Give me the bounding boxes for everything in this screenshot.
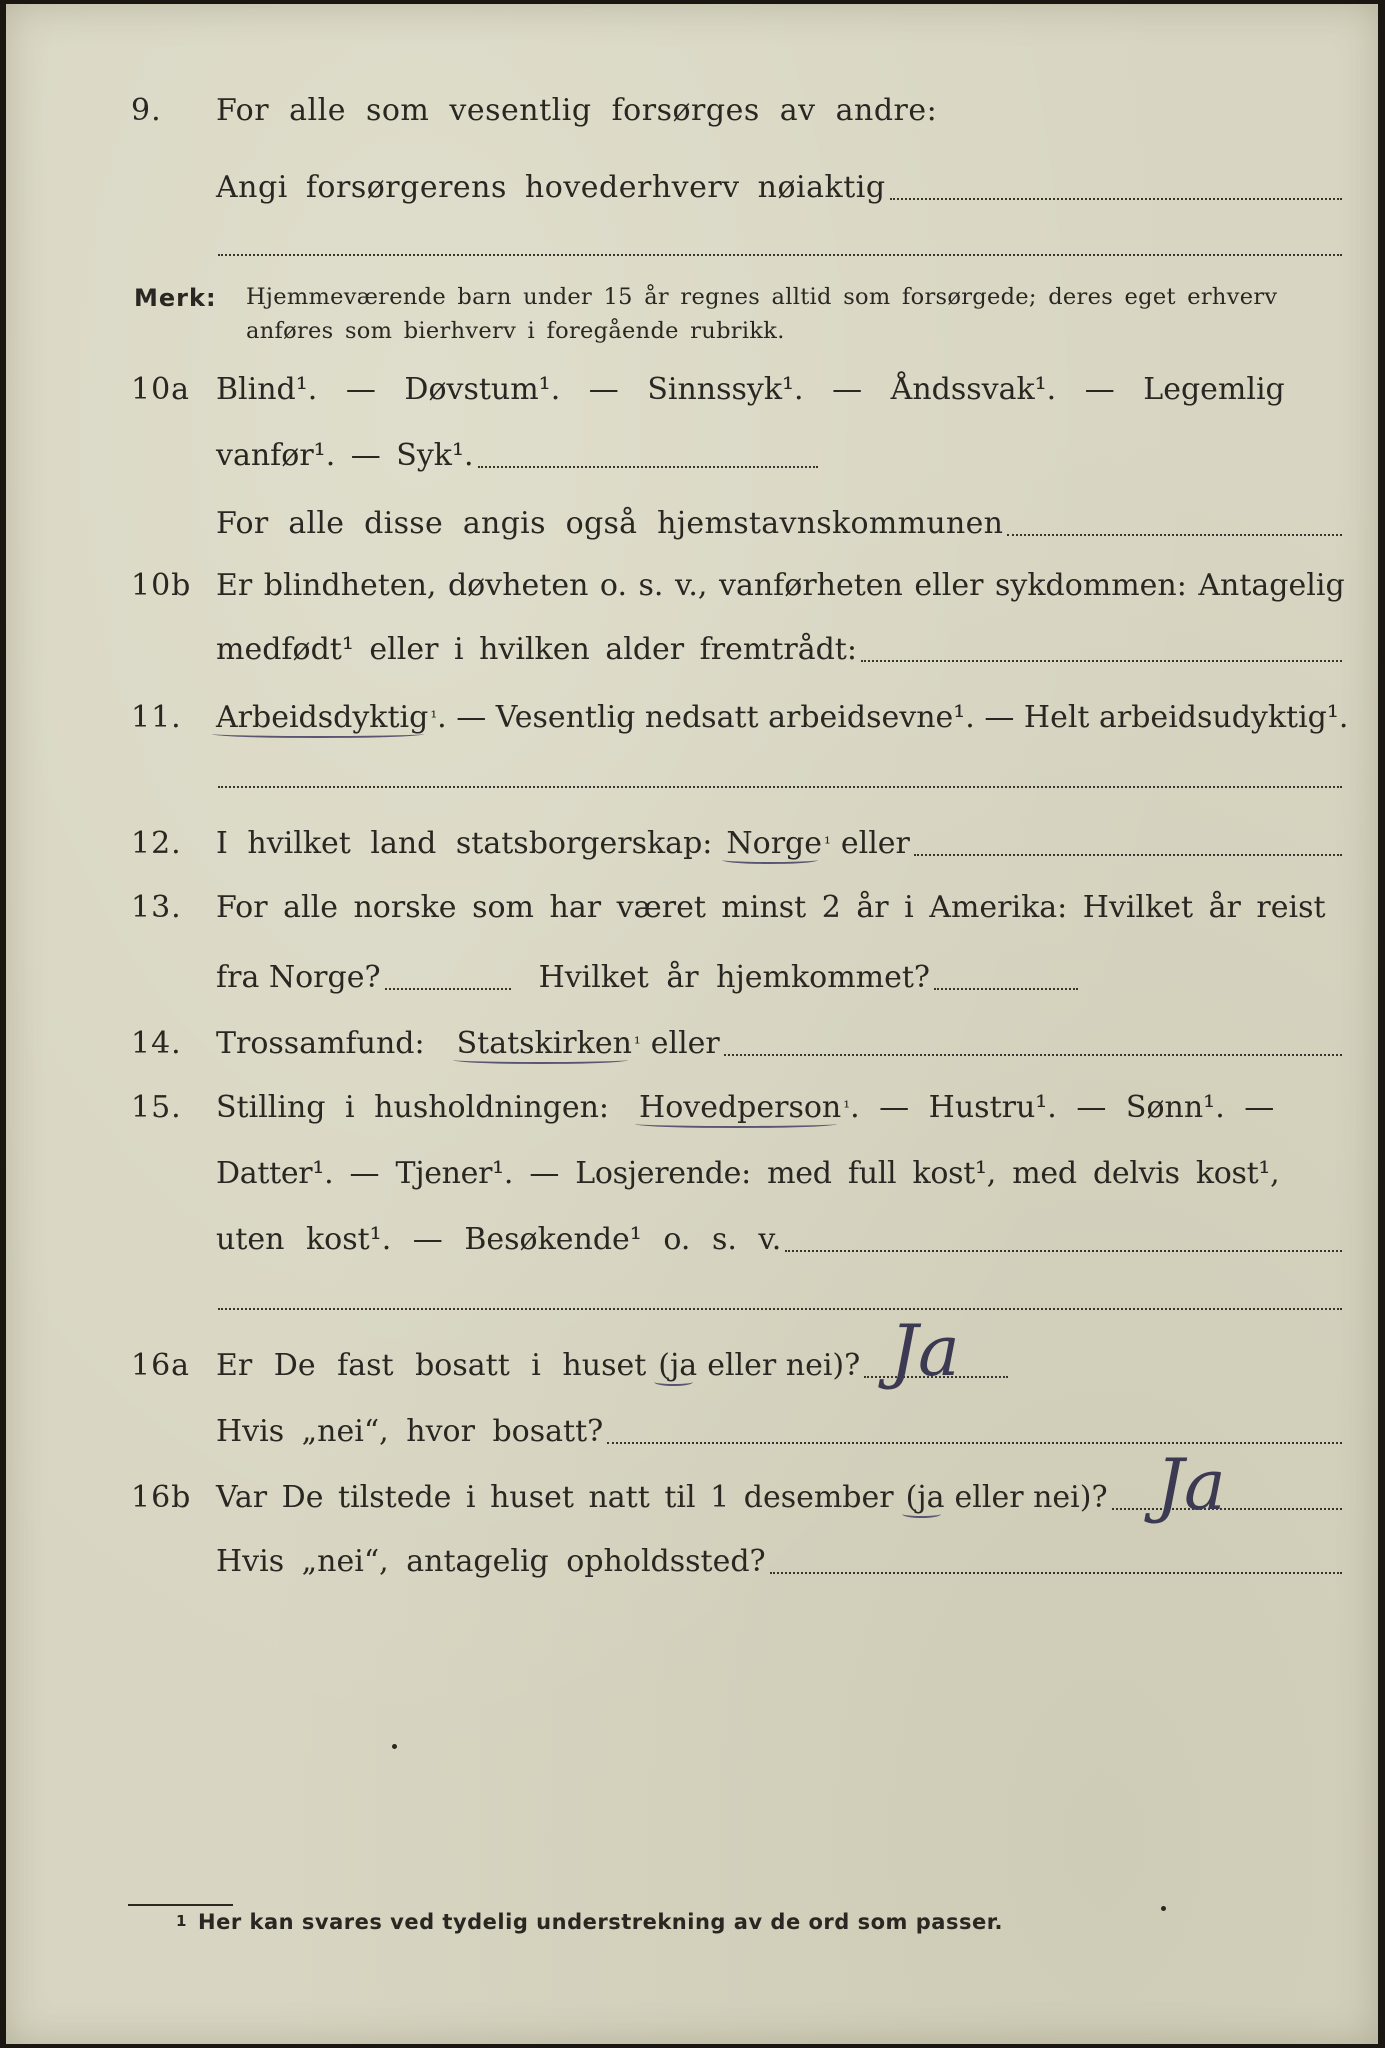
q14-text-pre: Trossamfund: bbox=[216, 1026, 425, 1061]
q11-sup: ¹ bbox=[430, 708, 438, 728]
q14-number: 14. bbox=[131, 1026, 182, 1061]
q15-text-rest1: . — Hustru¹. — Sønn¹. — bbox=[850, 1090, 1275, 1125]
q10a-syk-field[interactable] bbox=[478, 466, 818, 468]
q9-answer-field[interactable] bbox=[890, 198, 1342, 200]
q9-text-2: Angi forsørgerens hovederhverv nøiaktig bbox=[216, 170, 886, 205]
footnote-rule bbox=[128, 1904, 233, 1906]
q16b-number: 16b bbox=[131, 1480, 192, 1515]
q16a-row-1 bbox=[6, 1344, 1378, 1388]
q10b-text-2: medfødt¹ eller i hvilken alder fremtrådt: bbox=[216, 632, 857, 667]
ink-speck bbox=[392, 1744, 397, 1749]
census-form-page bbox=[6, 4, 1378, 2044]
q16b-opholdssted-field[interactable] bbox=[770, 1572, 1342, 1574]
q16a-handwritten-answer: Ja bbox=[890, 1310, 960, 1392]
q16b-text-2: Hvis „nei“, antagelig opholdssted? bbox=[216, 1544, 766, 1579]
q13-number: 13. bbox=[131, 890, 182, 925]
q16b-row-2 bbox=[6, 1540, 1378, 1584]
q10a-hjemstavn-field[interactable] bbox=[1007, 534, 1342, 536]
q12-text-post: eller bbox=[840, 826, 910, 861]
q12-number: 12. bbox=[131, 826, 182, 861]
footnote-text: Her kan svares ved tydelig understrekning av de ord som passer. bbox=[198, 1910, 1004, 1934]
q15-number: 15. bbox=[131, 1090, 182, 1125]
q16a-bosatt-field[interactable] bbox=[607, 1442, 1342, 1444]
q10b-alder-field[interactable] bbox=[861, 660, 1342, 662]
q11-text-rest: . — Vesentlig nedsatt arbeidsevne¹. — Helt arbeidsudyktig¹. bbox=[437, 700, 1349, 735]
q15-text-2: Datter¹. — Tjener¹. — Losjerende: med full kost¹, med delvis kost¹, bbox=[216, 1156, 1280, 1191]
q13-row-1 bbox=[6, 886, 1378, 930]
q15-row-1 bbox=[6, 1086, 1378, 1130]
ink-speck bbox=[1161, 1906, 1166, 1911]
q13-text-2b: Hvilket år hjemkommet? bbox=[538, 960, 931, 995]
q12-row bbox=[6, 822, 1378, 866]
q10a-row-2 bbox=[6, 434, 1378, 478]
q11-option-arbeidsdyktig[interactable]: Arbeidsdyktig bbox=[216, 696, 428, 740]
q11-answer-line[interactable] bbox=[218, 786, 1342, 788]
q10a-row-1 bbox=[6, 368, 1378, 412]
q13-hjemkommet-field[interactable] bbox=[934, 988, 1078, 990]
q10b-row-2 bbox=[6, 628, 1378, 672]
q9-number: 9. bbox=[131, 93, 162, 128]
q16b-answer-field[interactable] bbox=[1112, 1508, 1342, 1510]
q9-row-1 bbox=[6, 89, 1378, 133]
q16a-text-2: Hvis „nei“, hvor bosatt? bbox=[216, 1414, 604, 1449]
q14-sup: ¹ bbox=[633, 1034, 641, 1054]
merk-text-1: Hjemmeværende barn under 15 år regnes alltid som forsørgede; deres eget erhverv bbox=[246, 284, 1278, 310]
q10b-text-1: Er blindheten, døvheten o. s. v., vanførheten eller sykdommen: Antagelig bbox=[216, 568, 1345, 603]
q12-text-pre: I hvilket land statsborgerskap: bbox=[216, 826, 713, 861]
q12-sup: ¹ bbox=[824, 834, 831, 854]
q9-text-1: For alle som vesentlig forsørges av andre: bbox=[216, 93, 938, 128]
q16a-option-ja[interactable]: (ja bbox=[658, 1344, 697, 1388]
q16b-handwritten-answer: Ja bbox=[1156, 1444, 1226, 1526]
q16b-text-post: eller nei)? bbox=[954, 1480, 1108, 1515]
merk-text-2: anføres som bierhverv i foregående rubrikk. bbox=[246, 318, 785, 344]
q12-option-norge[interactable]: Norge bbox=[726, 822, 822, 866]
q15-sup: ¹ bbox=[843, 1098, 851, 1118]
q15-answer-line[interactable] bbox=[218, 1308, 1342, 1310]
q14-text-post: eller bbox=[650, 1026, 720, 1061]
q15-text-pre: Stilling i husholdningen: bbox=[216, 1090, 610, 1125]
q16b-text-pre: Var De tilstede i huset natt til 1 desember bbox=[216, 1480, 894, 1515]
q15-option-hovedperson[interactable]: Hovedperson bbox=[639, 1086, 841, 1130]
q11-row bbox=[6, 696, 1378, 740]
q10b-number: 10b bbox=[131, 568, 192, 603]
q13-reist-field[interactable] bbox=[385, 988, 511, 990]
q11-number: 11. bbox=[131, 700, 182, 735]
q15-text-3: uten kost¹. — Besøkende¹ o. s. v. bbox=[216, 1222, 782, 1257]
q10a-text-1: Blind¹. — Døvstum¹. — Sinnssyk¹. — Åndssvak¹. — Legemlig bbox=[216, 372, 1285, 407]
q16b-option-ja[interactable]: (ja bbox=[906, 1476, 945, 1520]
q14-row bbox=[6, 1022, 1378, 1066]
q16a-number: 16a bbox=[131, 1348, 191, 1383]
q10a-text-2: vanfør¹. — Syk¹. bbox=[216, 438, 474, 473]
q10b-row-1 bbox=[6, 564, 1378, 608]
q10a-text-3: For alle disse angis også hjemstavnskommunen bbox=[216, 506, 1004, 541]
merk-label: Merk: bbox=[134, 284, 217, 312]
q13-text-2a: fra Norge? bbox=[216, 960, 381, 995]
q9-row-2 bbox=[6, 166, 1378, 210]
q9-answer-line-2[interactable] bbox=[218, 254, 1342, 256]
q14-option-statskirken[interactable]: Statskirken bbox=[457, 1022, 632, 1066]
q13-text-1: For alle norske som har været minst 2 år i Amerika: Hvilket år reist bbox=[216, 890, 1326, 925]
q10a-number: 10a bbox=[131, 372, 191, 407]
q13-row-2 bbox=[6, 956, 1378, 1000]
q16a-text-post: eller nei)? bbox=[707, 1348, 861, 1383]
q16a-text-pre: Er De fast bosatt i huset bbox=[216, 1348, 647, 1383]
q15-row-3 bbox=[6, 1218, 1378, 1262]
q10a-row-3 bbox=[6, 502, 1378, 546]
footnote-mark: 1 bbox=[176, 1912, 187, 1930]
q15-row-2 bbox=[6, 1152, 1378, 1196]
q12-other-field[interactable] bbox=[914, 854, 1342, 856]
q15-other-field[interactable] bbox=[785, 1250, 1342, 1252]
q14-other-field[interactable] bbox=[724, 1054, 1342, 1056]
